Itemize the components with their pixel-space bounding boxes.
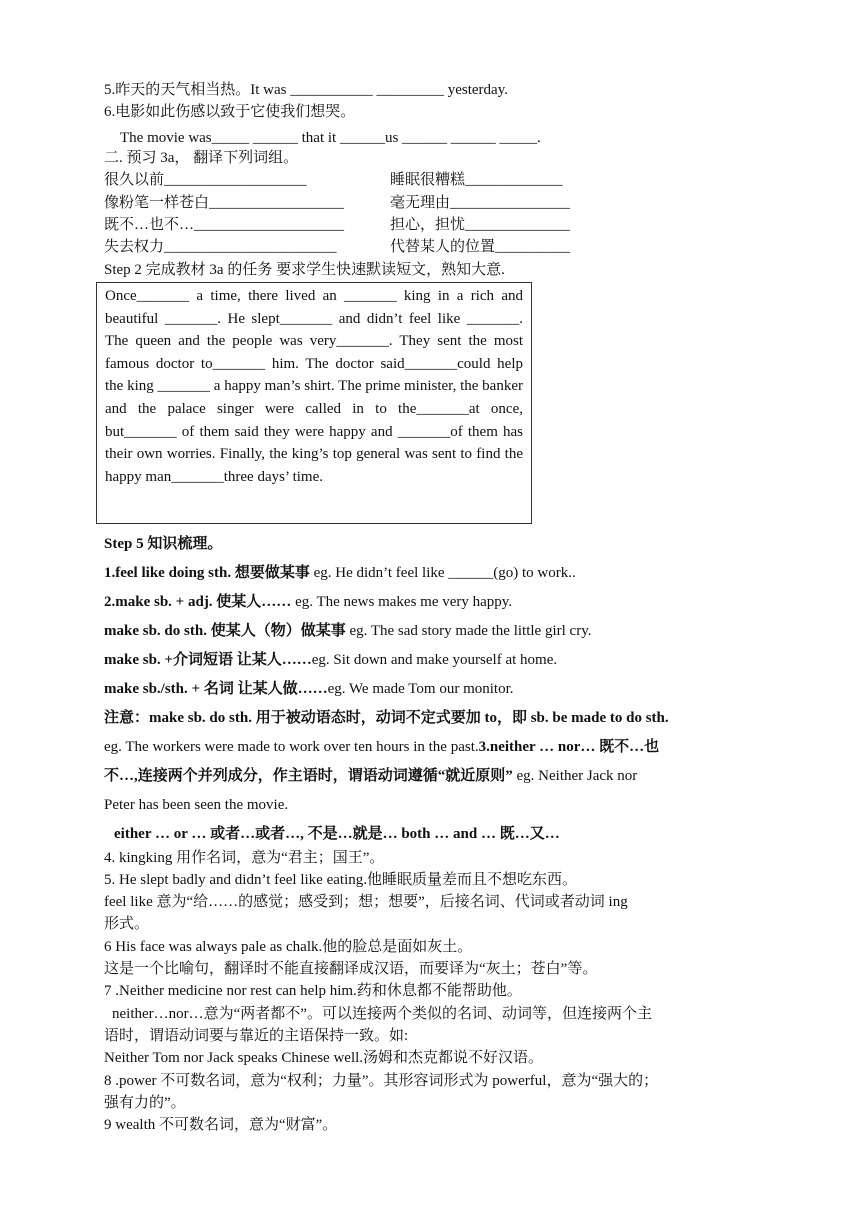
knowledge-point-1 — [104, 563, 576, 583]
point-heading: make sb./sth. + 名词 让某人做…… — [104, 681, 328, 697]
point-heading: make sb. do sth. 使某人（物）做某事 — [104, 623, 346, 639]
note-8: 8 .power 不可数名词，意为“权利；力量”。其形容词形式为 powerful，意为“强大的； — [104, 1073, 659, 1089]
point-heading: make sb. +介词短语 让某人…… — [104, 652, 312, 668]
point-heading: 2.make sb. + adj. 使某人…… — [104, 594, 292, 610]
phrase-item: 毫无理由________________ — [390, 195, 571, 211]
point-example: eg. Sit down and make yourself at home. — [311, 652, 558, 668]
point-example: eg. The workers were made to work over ten hours in the past. — [104, 739, 479, 755]
note-5: 5. He slept badly and didn’t feel like eating.他睡眠质量差而且不想吃东西。 — [104, 872, 577, 888]
phrase-item: 代替某人的位置__________ — [390, 239, 571, 255]
point-example: eg. The news makes me very happy. — [291, 594, 513, 610]
note-5-explain: feel like 意为“给……的感觉；感受到；想；想要”，后接名词、代词或者动词 ing — [104, 894, 628, 910]
knowledge-point-6-cont — [104, 766, 637, 786]
point-example: eg. We made Tom our monitor. — [327, 681, 514, 697]
note-8-cont: 强有力的”。 — [104, 1095, 186, 1111]
note-7-explain: neither…nor…意为“两者都不”。可以连接两个类似的名词、动词等，但连接两个主 — [112, 1006, 652, 1022]
phrase-item: 担心，担忧______________ — [390, 217, 571, 233]
note-6-explain: 这是一个比喻句，翻译时不能直接翻译成汉语，而要译为“灰土；苍白”等。 — [104, 961, 598, 977]
note-6: 6 His face was always pale as chalk.他的脸总是面如灰土。 — [104, 939, 473, 955]
note-9: 9 wealth 不可数名词，意为“财富”。 — [104, 1117, 338, 1133]
note-5-explain-cont: 形式。 — [104, 916, 150, 932]
note-4: 4. kingking 用作名词，意为“君主；国王”。 — [104, 850, 385, 866]
point-example: eg. He didn’t feel like ______(go) to work.. — [309, 565, 576, 581]
section-2-title: 二. 预习 3a， 翻译下列词组。 — [104, 150, 299, 166]
related-phrases: either … or … 或者…或者…, 不是…就是… both … and … 既…又… — [114, 826, 560, 842]
note-7-explain-cont: 语时，谓语动词要与靠近的主语保持一致。如: — [104, 1028, 409, 1044]
phrase-item: 睡眠很糟糕_____________ — [390, 172, 563, 188]
exercise-5: 5.昨天的天气相当热。It was ___________ _________ yesterday. — [104, 82, 508, 98]
knowledge-point-6-example: Peter has been seen the movie. — [104, 797, 289, 813]
knowledge-point-2 — [104, 592, 512, 612]
step-2-instruction: Step 2 完成教材 3a 的任务 要求学生快速默读短文，熟知大意. — [104, 262, 505, 278]
phrase-item: 像粉笔一样苍白__________________ — [104, 195, 345, 211]
exercise-6-chinese: 6.电影如此伤感以致于它使我们想哭。 — [104, 104, 356, 120]
point-heading: 1.feel like doing sth. 想要做某事 — [104, 565, 310, 581]
note-7: 7 .Neither medicine nor rest can help him.药和休息都不能帮助他。 — [104, 983, 522, 999]
passage-box — [96, 282, 532, 524]
passive-note: 注意：make sb. do sth. 用于被动语态时，动词不定式要加 to，即 sb. be made to do sth. — [104, 710, 669, 726]
knowledge-point-5 — [104, 679, 514, 699]
passage-text: Once_______ a time, there lived an _______ king in a rich and beautiful _______. He slept_______ and didn’t feel like _______. The queen and the people was very_______. They sent the most famous doctor to_______ him. The doctor said_______could help the king _______ a happy man’s shirt. The prime minister, the banker and the palace singer were called in to the_______at once, but_______ of them said they were happy and _______of them has their own worries. Finally, the king’s top general was sent to find the happy man_______three days’ time. — [105, 288, 523, 485]
knowledge-point-6 — [104, 737, 659, 757]
knowledge-point-4 — [104, 650, 557, 670]
step-5-title: Step 5 知识梳理。 — [104, 536, 223, 552]
phrase-item: 失去权力_______________________ — [104, 239, 337, 255]
point-example: eg. The sad story made the little girl cry. — [345, 623, 592, 639]
phrase-item: 很久以前___________________ — [104, 172, 307, 188]
point-example: eg. Neither Jack nor — [512, 768, 638, 784]
note-7-example: Neither Tom nor Jack speaks Chinese well.汤姆和杰克都说不好汉语。 — [104, 1050, 544, 1066]
knowledge-point-3 — [104, 621, 591, 641]
exercise-6-english: The movie was_____ ______ that it ______us ______ ______ _____. — [120, 130, 541, 146]
point-heading: 不…,连接两个并列成分，作主语时，谓语动词遵循“就近原则” — [104, 768, 513, 784]
point-heading: 3.neither … nor… 既不…也 — [478, 739, 660, 755]
phrase-item: 既不…也不…____________________ — [104, 217, 345, 233]
